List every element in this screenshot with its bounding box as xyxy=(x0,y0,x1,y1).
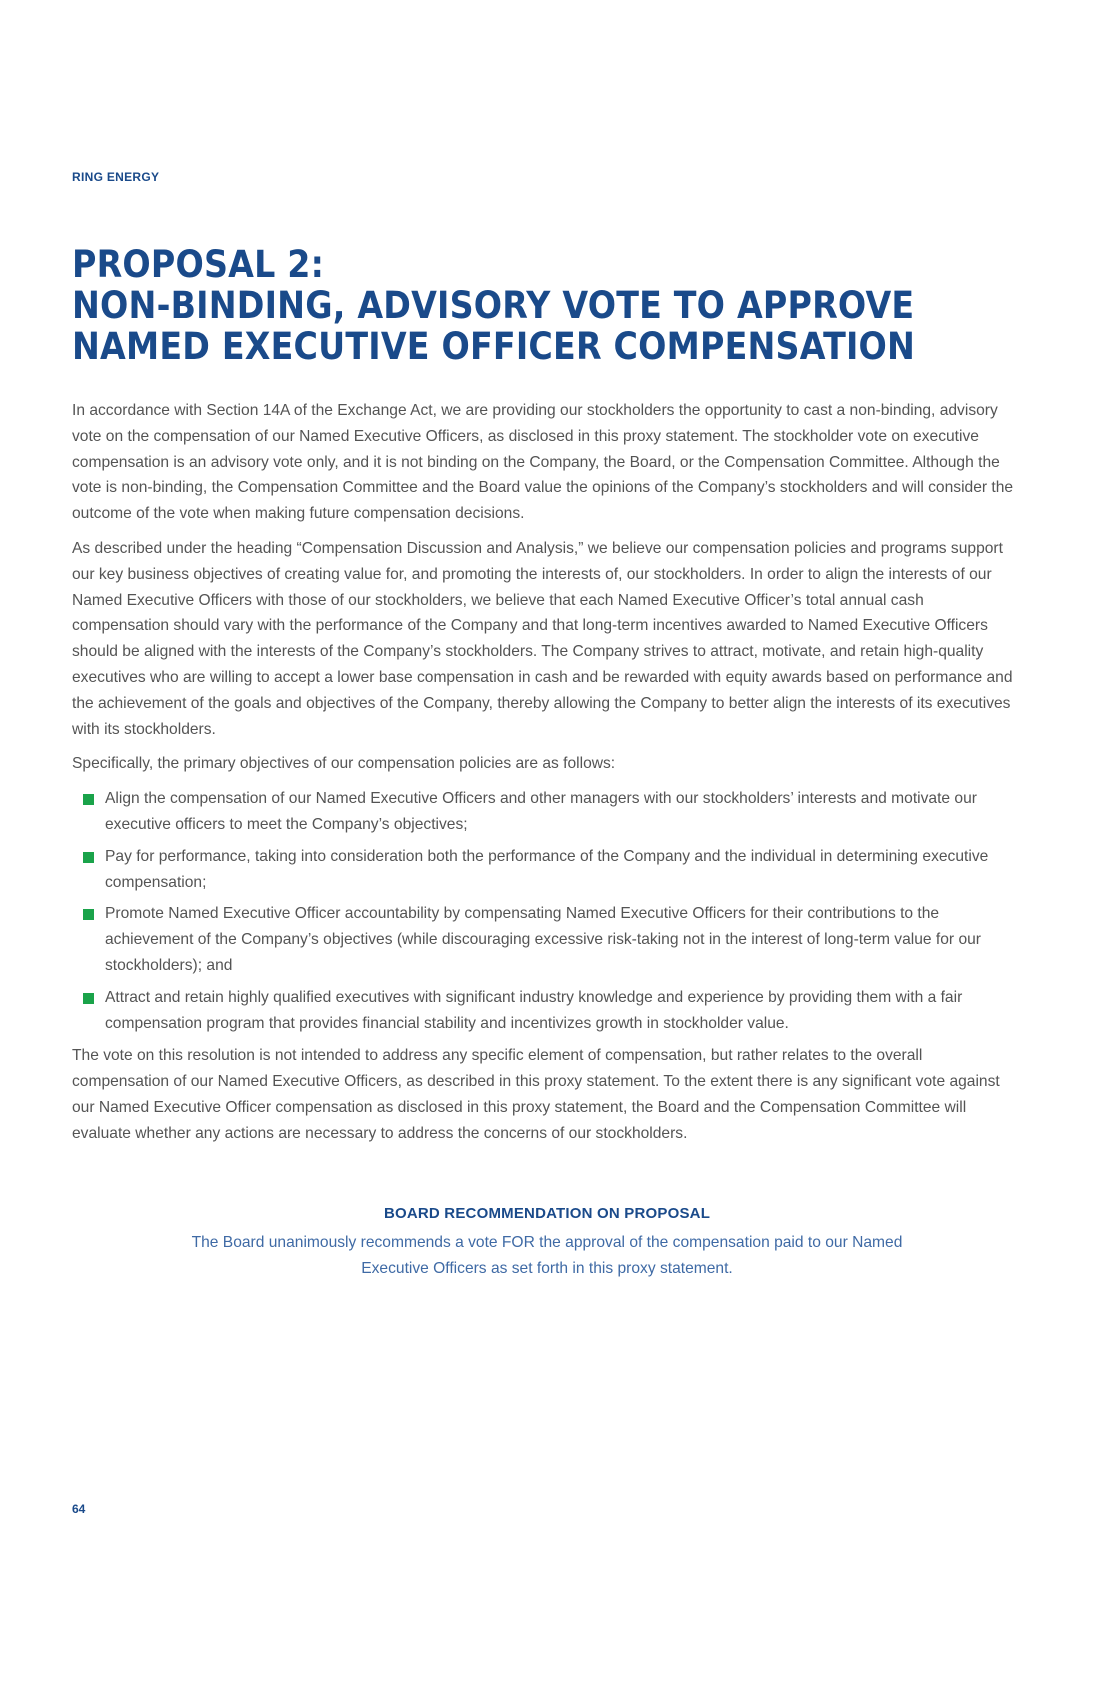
proposal-title xyxy=(72,244,927,367)
recommendation-text: The Board unanimously recommends a vote FOR the approval of the compensation paid to our Named Executive Officers as set forth in this proxy statement. xyxy=(191,1234,903,1277)
objective-text: Promote Named Executive Officer accountability by compensating Named Executive Officers for their contributions to the achievement of the Company’s objectives (while discouraging excessive risk-taking not in the interest of long-term value for our stockholders); and xyxy=(105,905,981,974)
objective-text: Align the compensation of our Named Executive Officers and other managers with our stockholders’ interests and motivate our executive officers to meet the Company’s objectives; xyxy=(105,790,977,833)
recommendation-heading: BOARD RECOMMENDATION ON PROPOSAL xyxy=(383,1205,711,1222)
paragraph-objectives-intro: Specifically, the primary objectives of our compensation policies are as follows: xyxy=(72,755,616,773)
square-bullet-icon xyxy=(83,993,94,1004)
square-bullet-icon xyxy=(83,909,94,920)
company-name: RING ENERGY xyxy=(72,170,160,184)
list-item xyxy=(72,901,1022,978)
page-number: 64 xyxy=(72,1502,86,1516)
objective-text: Pay for performance, taking into consideration both the performance of the Company and the individual in determining executive compensation; xyxy=(105,847,989,891)
title-line-1: PROPOSAL 2: xyxy=(72,243,325,286)
title-line-2: NON-BINDING, ADVISORY VOTE TO APPROVE xyxy=(72,284,915,327)
objectives-list xyxy=(72,786,1022,1036)
square-bullet-icon xyxy=(83,852,94,863)
paragraph-intro: In accordance with Section 14A of the Exchange Act, we are providing our stockholders the opportunity to cast a non-binding, advisory vote on the compensation of our Named Executive Officers, as disclosed in this proxy statement. The stockholder vote on executive compensation is an advisory vote only, and it is not binding on the Company, the Board, or the Compensation Committee. Although the vote is non-binding, the Compensation Committee and the Board value the opinions of the Company’s stockholders and will consider the outcome of the vote when making future compensation decisions. xyxy=(72,402,1014,523)
list-item xyxy=(72,844,1022,896)
list-item xyxy=(72,786,1022,838)
list-item xyxy=(72,985,1022,1037)
objective-text: Attract and retain highly qualified executives with significant industry knowledge and experience by providing them with a fair compensation program that provides financial stability and incentivizes growth in stockholder value. xyxy=(105,988,963,1032)
paragraph-closing: The vote on this resolution is not intended to address any specific element of compensation, but rather relates to the overall compensation of our Named Executive Officers, as described in this proxy statement. To the extent there is any significant vote against our Named Executive Officer compensation as disclosed in this proxy statement, the Board and the Compensation Committee will evaluate whether any actions are necessary to address the concerns of our stockholders. xyxy=(72,1047,1000,1142)
board-recommendation xyxy=(72,1205,1022,1282)
paragraph-cd-and-a: As described under the heading “Compensation Discussion and Analysis,” we believe our compensation policies and programs support our key business objectives of creating value for, and promoting the interests of, our stockholders. In order to align the interests of our Named Executive Officers with those of our stockholders, we believe that each Named Executive Officer’s total annual cash compensation should vary with the performance of the Company and that long-term incentives awarded to Named Executive Officers should be aligned with the interests of the Company’s stockholders. The Company strives to attract, motivate, and retain high-quality executives who are willing to accept a lower base compensation in cash and be rewarded with equity awards based on performance and the achievement of the goals and objectives of the Company, thereby allowing the Company to better align the interests of its executives with its stockholders. xyxy=(72,539,1013,738)
proposal-body xyxy=(72,398,1022,1156)
title-line-3: NAMED EXECUTIVE OFFICER COMPENSATION xyxy=(72,325,916,368)
square-bullet-icon xyxy=(83,794,94,805)
